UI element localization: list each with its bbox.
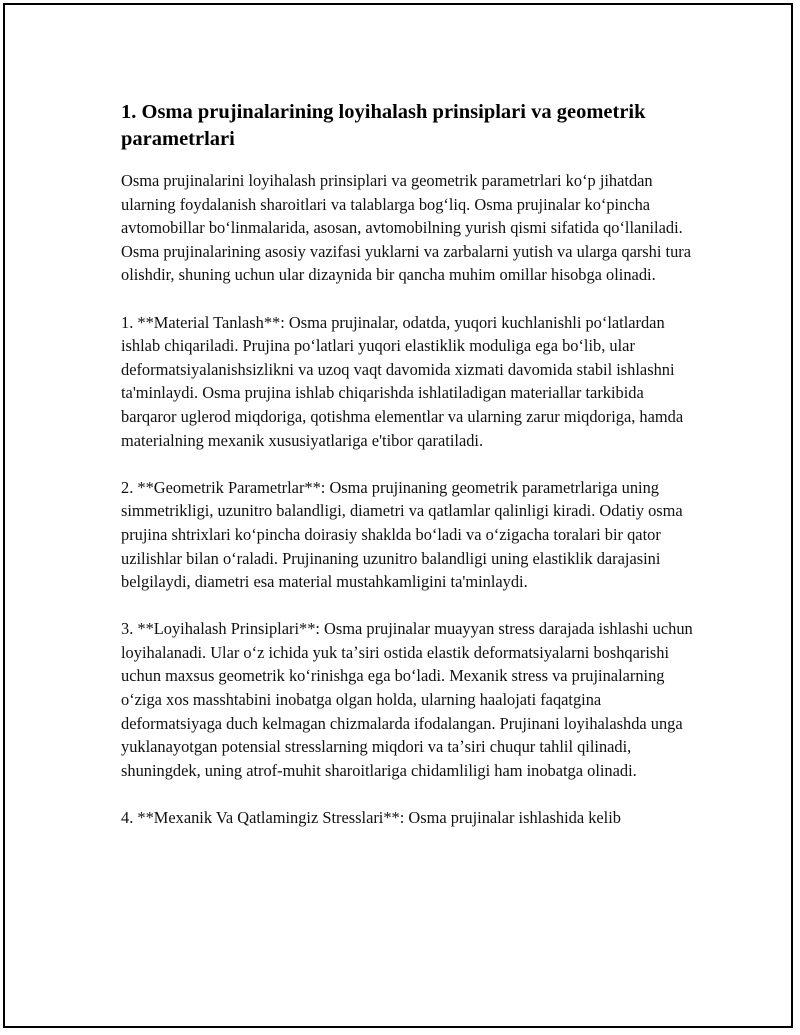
mechanical-stress-paragraph: 4. **Mexanik Va Qatlamingiz Stresslari**: Osma prujinalar ishlashida kelib	[121, 808, 621, 828]
document-body	[121, 99, 701, 853]
design-principles-paragraph: 3. **Loyihalash Prinsiplari**: Osma prujinalar muayyan stress darajada ishlashi uchun loyihalanadi. Ular oʻz ichida yuk taʼsiri ostida elastik deformatsiyalarni boshqarishi uchun maxsus geometrik koʻrinishga ega boʻladi. Mexanik stress va prujinalarning oʻziga xos masshtabini inobatga olgan holda, ularning haalojati faqatgina deformatsiyaga duch kelmagan chizmalarda ifodalangan. Prujinani loyihalashda unga yuklanayotgan potensial stresslarning miqdori va taʼsiri chuqur tahlil qilinadi, shuningdek, uning atrof-muhit sharoitlariga chidamliligi ham inobatga olinadi.	[121, 619, 693, 780]
geometric-parameters-paragraph: 2. **Geometrik Parametrlar**: Osma prujinaning geometrik parametrlariga uning simmetrikligi, uzunitro balandligi, diametri va qatlamlar qalinligi kiradi. Odatiy osma prujina shtrixlari koʻpincha doirasiy shaklda boʻladi va oʻzigacha toralari bir qator uzilishlar bilan oʻraladi. Prujinaning uzunitro balandligi uning elastiklik darajasini belgilaydi, diametri esa material mustahkamligini ta'minlaydi.	[121, 477, 683, 592]
material-paragraph: 1. **Material Tanlash**: Osma prujinalar, odatda, yuqori kuchlanishli poʻlatlardan ishlab chiqariladi. Prujina poʻlatlari yuqori elastiklik moduliga ega boʻlib, ular deformatsiyalanishsizlikni va uzoq vaqt davomida xizmati davomida stabil ishlashni ta'minlaydi. Osma prujina ishlab chiqarishda ishlatiladigan materiallar tarkibida barqaror uglerod miqdoriga, qotishma elementlar va ularning zarur miqdoriga, hamda materialning mexanik xususiyatlariga e'tibor qaratiladi.	[121, 312, 684, 450]
document-page	[3, 3, 793, 1028]
section-heading: 1. Osma prujinalarining loyihalash prinsiplari va geometrik parametrlari	[121, 101, 646, 150]
intro-paragraph: Osma prujinalarini loyihalash prinsiplari va geometrik parametrlari koʻp jihatdan ularning foydalanish sharoitlari va talablarga bogʻliq. Osma prujinalar koʻpincha avtomobillar boʻlinmalarida, asosan, avtomobilning yurish qismi sifatida qoʻllaniladi. Osma prujinalarining asosiy vazifasi yuklarni va zarbalarni yutish va ularga qarshi tura olishdir, shuning uchun ular dizaynida bir qancha muhim omillar hisobga olinadi.	[121, 171, 692, 285]
